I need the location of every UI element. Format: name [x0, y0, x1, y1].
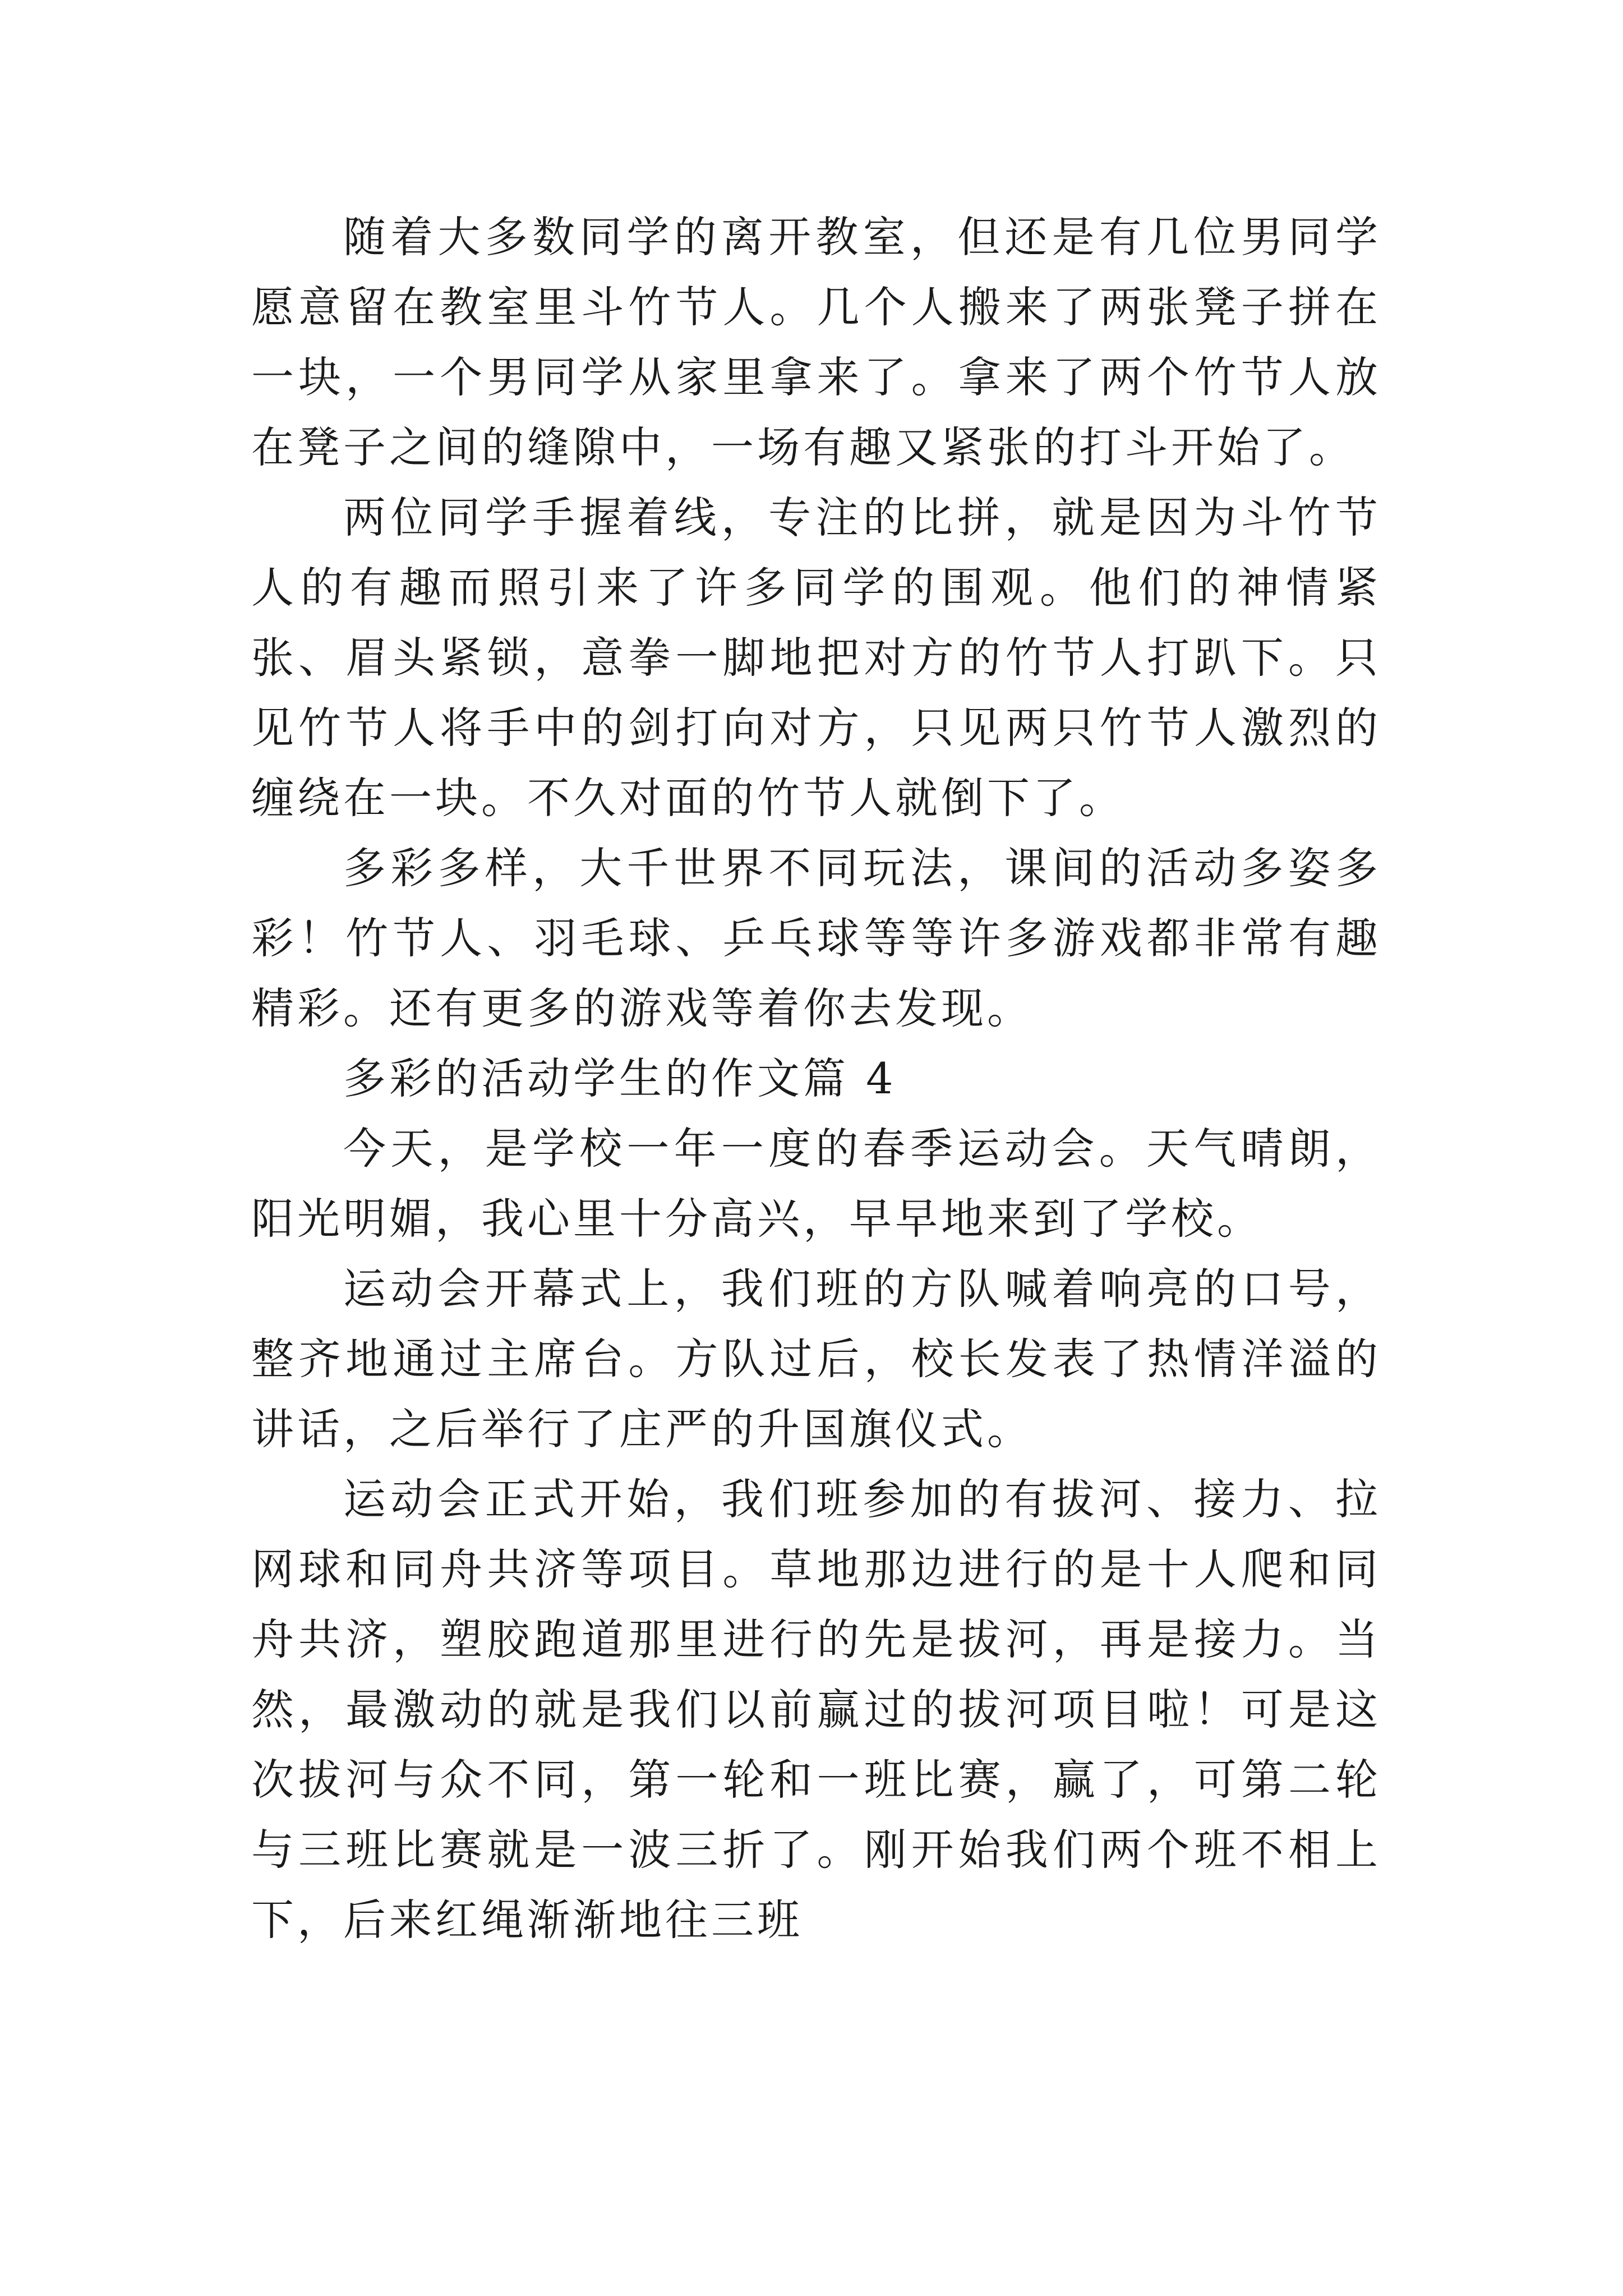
paragraph: 随着大多数同学的离开教室，但还是有几位男同学愿意留在教室里斗竹节人。几个人搬来了两张凳子拼在一块，一个男同学从家里拿来了。拿来了两个竹节人放在凳子之间的缝隙中，一场有趣又紧张的打斗开始了。 [251, 212, 1381, 472]
paragraph: 运动会开幕式上，我们班的方队喊着响亮的口号，整齐地通过主席台。方队过后，校长发表了热情洋溢的讲话，之后举行了庄严的升国旗仪式。 [251, 1264, 1381, 1454]
paragraph: 今天，是学校一年一度的春季运动会。天气晴朗，阳光明媚，我心里十分高兴，早早地来到了学校。 [251, 1124, 1381, 1244]
paragraph: 运动会正式开始，我们班参加的有拔河、接力、拉网球和同舟共济等项目。草地那边进行的是十人爬和同舟共济，塑胶跑道那里进行的先是拔河，再是接力。当然，最激动的就是我们以前赢过的拔河项目啦！可是这次拔河与众不同，第一轮和一班比赛，赢了，可第二轮与三班比赛就是一波三折了。刚开始我们两个班不相上下，后来红绳渐渐地往三班 [251, 1474, 1381, 1945]
paragraph: 多彩多样，大千世界不同玩法，课间的活动多姿多彩！竹节人、羽毛球、乒乓球等等许多游戏都非常有趣精彩。还有更多的游戏等着你去发现。 [251, 843, 1381, 1033]
paragraph: 两位同学手握着线，专注的比拼，就是因为斗竹节人的有趣而照引来了许多同学的围观。他们的神情紧张、眉头紧锁，意拳一脚地把对方的竹节人打趴下。只见竹节人将手中的剑打向对方，只见两只竹节人激烈的缠绕在一块。不久对面的竹节人就倒下了。 [251, 493, 1381, 823]
section-heading: 多彩的活动学生的作文篇 4 [343, 1053, 897, 1103]
body-text [251, 202, 1381, 1955]
